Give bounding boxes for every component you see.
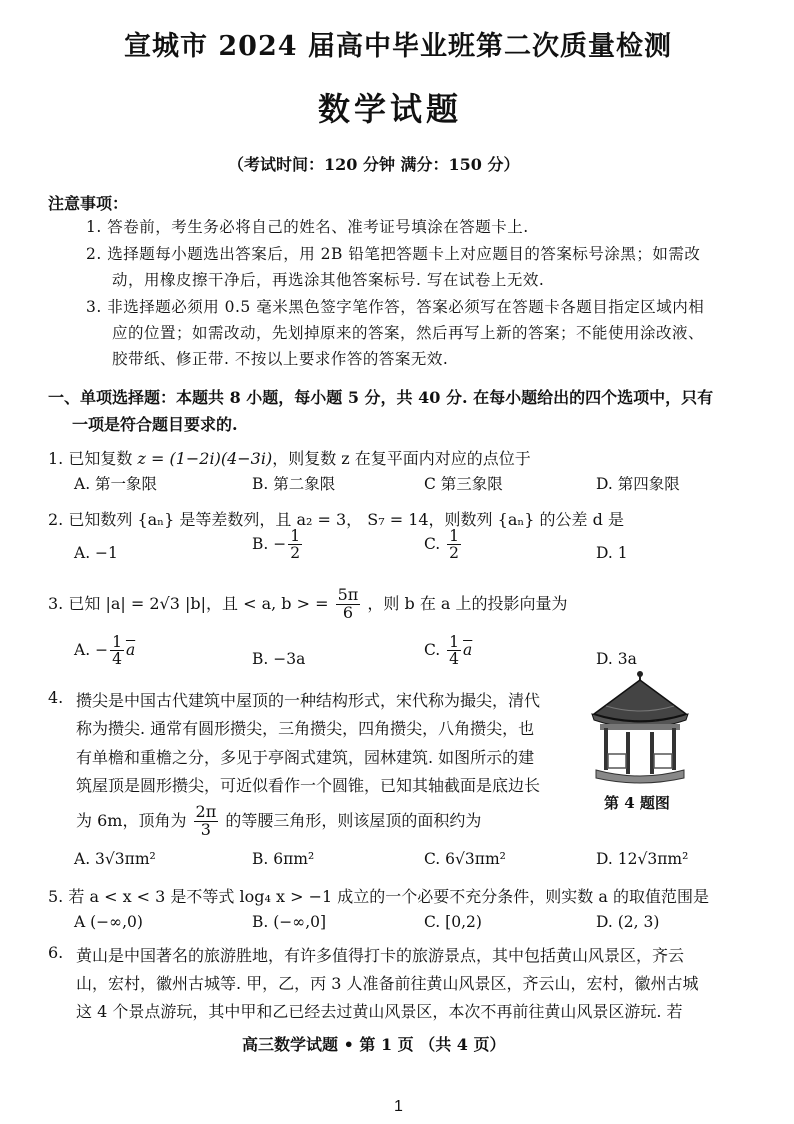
question-text: 为 6m，顶角为 [76, 810, 187, 830]
notice-heading: 注意事项： [48, 194, 129, 213]
figure-caption: 第 4 题图 [604, 794, 670, 812]
vector-a: $\overline{a}$ [125, 640, 136, 659]
question-number: 2. [48, 510, 64, 529]
option-label: C. [424, 534, 441, 553]
minus-sign: − [95, 640, 109, 659]
denominator: 4 [449, 650, 460, 669]
page-number: 1 [394, 1098, 403, 1115]
question-number: 1. [48, 449, 64, 468]
fraction [110, 634, 124, 668]
page-footer: 高三数学试题 • 第 1 页 （共 4 页） [242, 1035, 506, 1054]
question-2-stem [48, 507, 624, 530]
question-4-line [76, 804, 481, 839]
option-c: C. [0,2) [424, 913, 482, 931]
numerator: 2π [195, 802, 217, 821]
question-4-line: 攒尖是中国古代建筑中屋顶的一种结构形式，宋代称为撮尖，清代 [76, 691, 541, 710]
option-b: B. (−∞,0] [252, 913, 327, 931]
notice-line: 1. 答卷前，考生务必将自己的姓名、准考证号填涂在答题卡上. [86, 218, 529, 236]
option-a: A (−∞,0) [74, 913, 143, 931]
minus-sign: − [273, 534, 287, 553]
option-d: D. (2, 3) [596, 913, 660, 931]
option-a [74, 634, 135, 668]
option-label: B. [252, 534, 269, 553]
question-6-line: 山，宏村，徽州古城等. 甲，乙，丙 3 人准备前往黄山风景区，齐云山，宏村，徽州古城 [76, 974, 699, 993]
question-text: 若 a < x < 3 是不等式 log₄ x > −1 成立的一个必要不充分条件，则实数 a 的取值范围是 [68, 887, 709, 906]
vector-a: $\overline{a}$ [463, 640, 473, 659]
numerator: 5π [337, 585, 359, 604]
option-a: A. 第一象限 [74, 475, 158, 493]
notice-line: 胶带纸、修正带. 不按以上要求作答的答案无效. [112, 350, 449, 368]
time-score-line: （考试时间：120 分钟 满分：150 分） [228, 155, 520, 174]
option-d: D. 3a [596, 650, 637, 668]
option-d: D. 1 [596, 544, 628, 562]
notice-line: 2. 选择题每小题选出答案后，用 2B 铅笔把答题卡上对应题目的答案标号涂黑；如需改 [86, 245, 701, 263]
numerator: 1 [449, 633, 460, 651]
question-text: ，则 b 在 a 上的投影向量为 [367, 593, 568, 613]
section-instruction: 一项是符合题目要求的. [72, 415, 238, 434]
question-text: 的等腰三角形，则该屋顶的面积约为 [225, 810, 482, 830]
question-3-stem [48, 587, 568, 622]
option-c [424, 528, 463, 562]
fraction [336, 587, 361, 622]
question-6-line: 这 4 个景点游玩，其中甲和乙已经去过黄山风景区，本次不再前往黄山风景区游玩. 若 [76, 1002, 683, 1021]
option-b: B. −3a [252, 650, 306, 668]
question-4-line: 有单檐和重檐之分，多见于亭阁式建筑，园林建筑. 如图所示的建 [76, 748, 535, 767]
pavilion-figure [586, 670, 694, 786]
question-6-line: 黄山是中国著名的旅游胜地，有许多值得打卡的旅游景点，其中包括黄山风景区，齐云 [76, 946, 685, 965]
numerator: 1 [112, 633, 122, 651]
subject-title: 数学试题 [318, 90, 463, 128]
question-number: 6. [48, 943, 64, 962]
option-c: C 第三象限 [424, 475, 503, 493]
question-text: 已知复数 [68, 449, 138, 468]
section-instruction: 一、单项选择题：本题共 8 小题，每小题 5 分，共 40 分. 在每小题给出的四个选项中，只有 [48, 388, 714, 407]
numerator: 1 [449, 527, 460, 545]
denominator: 2 [290, 544, 301, 563]
denominator: 3 [200, 819, 211, 839]
question-4-line: 称为攒尖. 通常有圆形攒尖，三角攒尖，四角攒尖，八角攒尖，也 [76, 719, 535, 738]
option-b: B. 第二象限 [252, 475, 336, 493]
option-d: D. 12√3πm² [596, 850, 689, 868]
question-text: 已知数列 {aₙ} 是等差数列，且 a₂ = 3， S₇ = 14，则数列 {aₙ} 的公差 d 是 [68, 510, 624, 529]
option-a: A. −1 [74, 544, 118, 562]
fraction [447, 634, 461, 668]
notice-line: 动，用橡皮擦干净后，再选涂其他答案标号. 写在试卷上无效. [112, 271, 545, 289]
option-b [252, 528, 304, 562]
denominator: 6 [342, 602, 354, 622]
formula: z = (1−2i)(4−3i) [137, 449, 273, 468]
question-text: 已知 |a| = 2√3 |b|，且 < a, b > = [68, 593, 329, 613]
option-c [424, 634, 472, 668]
fraction [447, 528, 461, 562]
question-1-stem [48, 446, 531, 469]
question-5-stem [48, 884, 709, 907]
denominator: 2 [449, 544, 460, 563]
option-label: C. [424, 640, 441, 659]
option-c: C. 6√3πm² [424, 850, 506, 868]
option-b: B. 6πm² [252, 850, 315, 868]
fraction [194, 804, 219, 839]
notice-line: 3. 非选择题必须用 0.5 毫米黑色签字笔作答，答案必须写在答题卡各题目指定区域内相 [86, 298, 705, 316]
notice-line: 应的位置；如需改动，先划掉原来的答案，然后再写上新的答案；不能使用涂改液、 [112, 324, 705, 342]
option-d: D. 第四象限 [596, 475, 680, 493]
question-number: 4. [48, 688, 64, 707]
question-4-line: 筑屋顶是圆形攒尖，可近似看作一个圆锥，已知其轴截面是底边长 [76, 776, 541, 795]
option-label: A. [74, 640, 91, 659]
numerator: 1 [290, 527, 301, 545]
fraction [288, 528, 302, 562]
option-a: A. 3√3πm² [74, 850, 156, 868]
question-number: 5. [48, 887, 64, 906]
question-number: 3. [48, 593, 64, 613]
denominator: 4 [112, 650, 122, 669]
question-text: ，则复数 z 在复平面内对应的点位于 [272, 449, 531, 468]
exam-title: 宣城市 2024 届高中毕业班第二次质量检测 [124, 31, 672, 62]
